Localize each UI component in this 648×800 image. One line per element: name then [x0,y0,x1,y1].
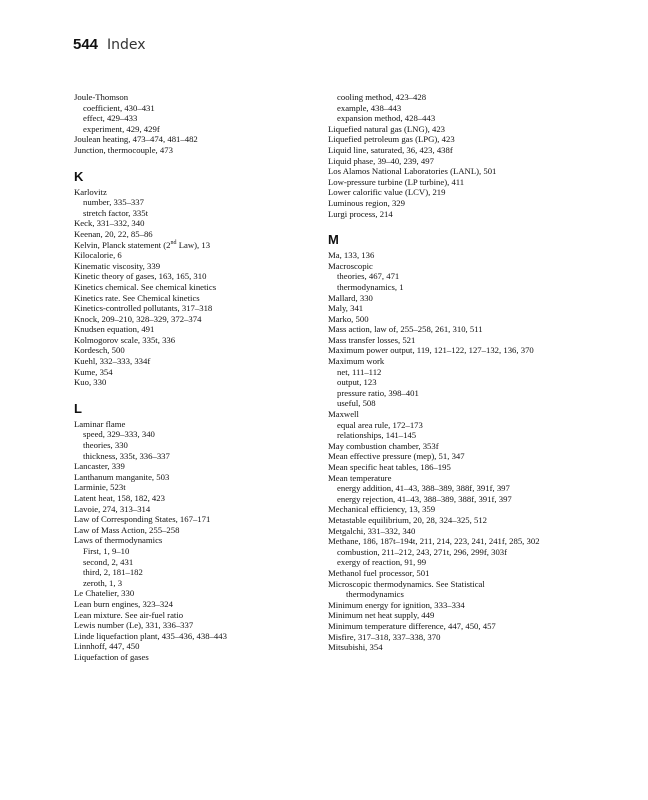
index-subentry [328,103,578,114]
index-subentry [328,367,578,378]
index-subentry [74,124,324,135]
index-entry [328,600,578,611]
entry-text: Joule-Thomson [74,92,129,102]
entry-text: Low-pressure turbine (LP turbine), 411 [328,176,465,187]
index-entry [328,462,578,473]
entry-text: Kinematic viscosity, 339 [74,260,161,271]
index-entry [328,293,578,304]
index-entry [74,377,324,388]
entry-text: Lurgi process, 214 [328,208,393,219]
index-subentry [74,429,324,440]
entry-text: Luminous region, 329 [328,197,405,208]
index-entry [328,356,578,367]
index-entry [328,145,578,156]
index-entry [74,324,324,335]
index-subentry [74,578,324,589]
index-subentry [328,388,578,399]
entry-text: Mean specific heat tables, 186–195 [328,462,451,472]
entry-text: Kuehl, 332–333, 334f [74,356,151,367]
index-entry [74,599,324,610]
index-entry [74,282,324,293]
index-entry [74,535,324,546]
index-entry [74,631,324,642]
entry-text: stretch factor, 335t [83,207,149,218]
index-subentry [328,589,578,600]
index-entry [328,345,578,356]
index-entry [74,356,324,367]
index-entry [74,493,324,504]
index-subentry [328,271,578,282]
index-entry [74,641,324,652]
entry-text: Liquid phase, 39–40, 239, 497 [328,155,434,166]
entry-text-tail: Law), 13 [176,239,211,250]
entry-text: Liquefied natural gas (LNG), 423 [328,123,446,134]
entry-superscript: nd [170,239,177,246]
entry-text: Joulean heating, 473–474, 481–482 [74,134,198,145]
entry-text: Maly, 341 [328,303,364,314]
index-entry [328,198,578,209]
index-entry [74,240,324,251]
index-entry [328,409,578,420]
entry-text: Keck, 331–332, 340 [74,218,145,229]
entry-text: May combustion chamber, 353f [328,440,439,451]
entry-text: Macroscopic [328,260,373,271]
index-entry [74,335,324,346]
index-entry [74,588,324,599]
section-letter-l: L [74,400,82,416]
index-entry [328,441,578,452]
entry-text: Mitsubishi, 354 [328,642,383,653]
index-subentry [328,113,578,124]
entry-text: number, 335–337 [83,197,144,208]
entry-text: Kume, 354 [74,366,113,377]
entry-text: example, 438–443 [337,102,402,113]
entry-text: Lean burn engines, 323–324 [74,598,173,609]
index-entry [328,579,578,590]
index-entry [74,250,324,261]
index-entry [328,156,578,167]
index-entry [328,632,578,643]
index-entry [74,504,324,515]
index-subentry [328,557,578,568]
entry-text: Lower calorific value (LCV), 219 [328,187,446,198]
entry-text: Lancaster, 339 [74,461,125,472]
index-entry [74,293,324,304]
index-entry [328,621,578,632]
index-entry [74,229,324,240]
entry-text: Maxwell [328,409,359,420]
index-subentry [328,398,578,409]
index-subentry [74,197,324,208]
entry-text: Kinetics chemical. See chemical kinetics [74,281,217,292]
entry-text: thickness, 335t, 336–337 [83,450,170,461]
entry-text: thermodynamics [346,589,404,600]
entry-text: cooling method, 423–428 [337,92,427,102]
index-entry [328,303,578,314]
entry-text: Microscopic thermodynamics. See Statistical [328,578,485,589]
entry-text: speed, 329–333, 340 [83,429,155,440]
entry-text: Metastable equilibrium, 20, 28, 324–325, 512 [328,514,488,525]
entry-text: Laws of thermodynamics [74,535,163,546]
entry-text: Mallard, 330 [328,292,373,303]
entry-text: pressure ratio, 398–401 [337,387,419,398]
index-entry [74,652,324,663]
index-entry [328,526,578,537]
index-entry [74,303,324,314]
entry-text: output, 123 [337,377,377,388]
entry-text: net, 111–112 [337,366,382,377]
index-entry [74,134,324,145]
index-entry [74,92,324,103]
index-entry [74,187,324,198]
index-subentry [328,282,578,293]
entry-text: Kelvin, Planck statement (2 [74,239,171,250]
index-subentry [74,440,324,451]
entry-text: energy rejection, 41–43, 388–389, 388f, 391f, 397 [337,493,512,504]
index-subentry [328,483,578,494]
entry-text: Knock, 209–210, 328–329, 372–374 [74,313,202,324]
entry-text: Methane, 186, 187t–194t, 211, 214, 223, 241, 241f, 285, 302 [328,536,540,547]
index-entry [328,261,578,272]
entry-text: Larminie, 523t [74,482,126,493]
index-entry [328,324,578,335]
entry-text: Minimum temperature difference, 447, 450, 457 [328,620,496,631]
entry-text: Minimum net heat supply, 449 [328,610,435,621]
page-title: Index [107,37,146,53]
index-entry [74,261,324,272]
index-subentry [328,430,578,441]
index-entry [328,124,578,135]
entry-text: Methanol fuel processor, 501 [328,567,430,578]
index-subentry [74,113,324,124]
entry-text: Linde liquefaction plant, 435–436, 438–443 [74,630,227,641]
entry-text: expansion method, 428–443 [337,113,436,124]
index-subentry [328,420,578,431]
entry-text: equal area rule, 172–173 [337,419,423,430]
index-entry [328,610,578,621]
entry-text: Kolmogorov scale, 335t, 336 [74,334,176,345]
entry-text: exergy of reaction, 91, 99 [337,557,427,568]
entry-text: Mechanical efficiency, 13, 359 [328,504,436,515]
index-entry [74,419,324,430]
index-subentry [328,547,578,558]
entry-text: Linnhoff, 447, 450 [74,641,140,652]
index-entry [74,482,324,493]
entry-text: useful, 508 [337,398,376,409]
entry-text: effect, 429–433 [83,113,138,124]
index-entry [328,187,578,198]
entry-text: Marko, 500 [328,313,369,324]
entry-text: Junction, thermocouple, 473 [74,144,173,155]
entry-text: Law of Corresponding States, 167–171 [74,514,211,525]
entry-text: experiment, 429, 429f [83,123,160,134]
page-number: 544 [73,36,99,53]
entry-text: Lean mixture. See air-fuel ratio [74,609,184,620]
index-entry [328,536,578,547]
entry-text: Karlovitz [74,186,107,197]
index-entry [74,472,324,483]
entry-text: Kinetic theory of gases, 163, 165, 310 [74,271,207,282]
entry-text: theories, 330 [83,440,128,451]
index-entry [74,367,324,378]
entry-text: second, 2, 431 [83,556,134,567]
index-column-right [328,92,578,653]
entry-text: Kinetics rate. See Chemical kinetics [74,292,200,303]
index-entry [328,515,578,526]
index-entry [328,642,578,653]
entry-text: Ma, 133, 136 [328,250,375,261]
entry-text: Lewis number (Le), 331, 336–337 [74,620,194,631]
index-subentry [328,92,578,103]
index-entry [74,345,324,356]
section-letter-k: K [74,168,84,184]
index-entry [74,514,324,525]
index-entry [74,620,324,631]
index-entry [328,134,578,145]
entry-text: zeroth, 1, 3 [83,577,123,588]
index-subentry [328,494,578,505]
index-subentry [74,451,324,462]
entry-text: Maximum work [328,356,385,367]
section-letter-m: M [328,232,339,248]
index-subentry [74,208,324,219]
entry-text: relationships, 141–145 [337,430,417,441]
index-entry [74,525,324,536]
entry-text: Lavoie, 274, 313–314 [74,503,151,514]
entry-text: Misfire, 317–318, 337–338, 370 [328,631,441,642]
entry-text: Latent heat, 158, 182, 423 [74,493,165,503]
index-entry [328,504,578,515]
index-entry [328,250,578,261]
entry-text: Kuo, 330 [74,377,107,388]
entry-text: Maximum power output, 119, 121–122, 127–132, 136, 370 [328,345,534,356]
entry-text: Mean temperature [328,472,392,483]
entry-text: Minimum energy for ignition, 333–334 [328,599,465,610]
entry-text: coefficient, 430–431 [83,102,155,113]
entry-text: Kordesch, 500 [74,345,125,356]
entry-text: Law of Mass Action, 255–258 [74,524,180,535]
index-entry [328,166,578,177]
entry-text: Liquefied petroleum gas (LPG), 423 [328,134,455,145]
entry-text: Kilocalorie, 6 [74,250,122,261]
entry-text: energy addition, 41–43, 388–389, 388f, 391f, 397 [337,483,510,494]
index-entry [328,314,578,325]
index-entry [74,314,324,325]
index-subentry [74,567,324,578]
index-entry [328,451,578,462]
entry-text: combustion, 211–212, 243, 271t, 296, 299f, 303f [337,546,508,557]
entry-text: Mean effective pressure (mep), 51, 347 [328,451,465,462]
entry-text: theories, 467, 471 [337,271,400,282]
index-column-left [74,92,324,663]
index-entry [328,568,578,579]
index-entry [74,218,324,229]
entry-text: Kinetics-controlled pollutants, 317–318 [74,303,213,314]
entry-text: Le Chatelier, 330 [74,588,135,599]
index-subentry [328,377,578,388]
page-header [73,36,146,56]
entry-text: Lanthanum manganite, 503 [74,471,170,482]
entry-text: Los Alamos National Laboratories (LANL), 501 [328,166,497,177]
entry-text: Liquid line, saturated, 36, 423, 438f [328,144,453,155]
entry-text: thermodynamics, 1 [337,281,404,292]
entry-text: Keenan, 20, 22, 85–86 [74,228,153,239]
index-entry [74,610,324,621]
index-subentry [74,557,324,568]
entry-text: Mass transfer losses, 521 [328,334,416,345]
entry-text: Mass action, law of, 255–258, 261, 310, 511 [328,324,483,335]
index-entry [328,335,578,346]
index-entry [328,473,578,484]
index-entry [328,177,578,188]
index-entry [328,209,578,220]
index-entry [74,145,324,156]
index-subentry [74,103,324,114]
index-entry [74,461,324,472]
entry-text: Metgalchi, 331–332, 340 [328,525,416,536]
index-subentry [74,546,324,557]
index-entry [74,271,324,282]
entry-text: Laminar flame [74,418,126,429]
entry-text: Liquefaction of gases [74,651,149,662]
entry-text: third, 2, 181–182 [83,567,143,578]
entry-text: First, 1, 9–10 [83,545,130,556]
entry-text: Knudsen equation, 491 [74,324,155,335]
